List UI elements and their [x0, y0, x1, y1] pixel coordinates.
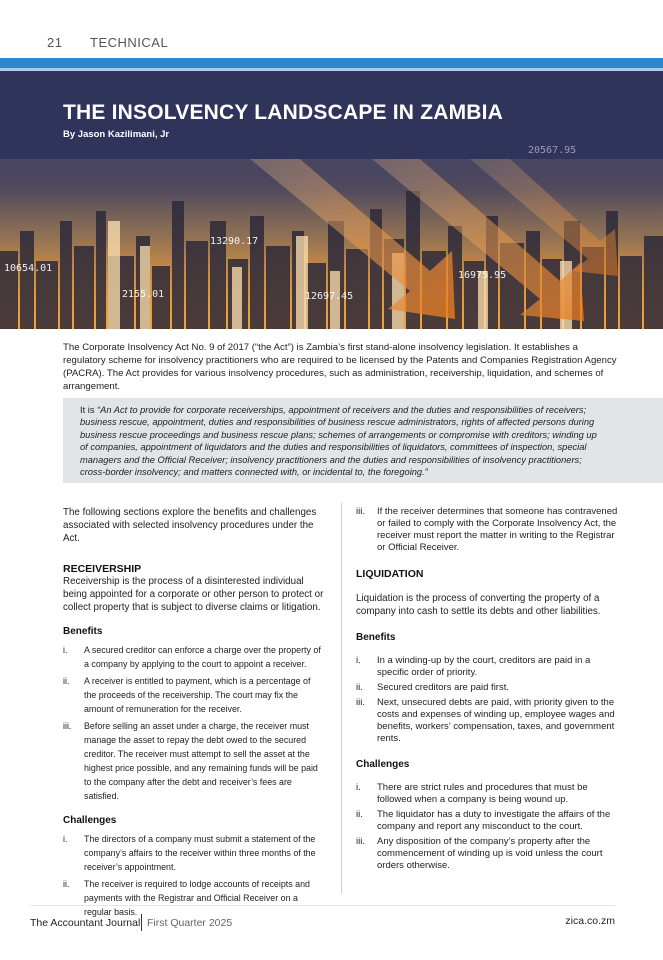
- list-number: ii.: [356, 682, 363, 693]
- ticker-value: 13290.17: [210, 236, 259, 247]
- hero-banner: [0, 71, 663, 329]
- footer-journal: The Accountant Journal: [30, 917, 141, 929]
- list-text: If the receiver determines that someone has contravened or failed to comply with the Corporate Insolvency Act, the receiver must report the matter in writing to the Registrar or Official Receiver.: [377, 506, 618, 553]
- list-text: Any disposition of the company’s property after the commencement of winding up is void unless the court orders otherwise.: [377, 836, 603, 871]
- article-title: THE INSOLVENCY LANDSCAPE IN ZAMBIA: [63, 101, 504, 124]
- list-text: There are strict rules and procedures that must be followed when a company is being wound up.: [377, 782, 588, 805]
- receivership-benefits-list: [63, 643, 325, 803]
- liquidation-challenges-list: [356, 782, 618, 872]
- list-text: The liquidator has a duty to investigate the affairs of the company and report any misconduct to the court.: [377, 809, 611, 832]
- list-item: [63, 719, 325, 803]
- ticker-value: 2155.01: [122, 289, 165, 300]
- liquidation-benefits-heading: Benefits: [356, 632, 396, 643]
- receivership-definition: Receivership is the process of a disinterested individual being appointed for a corporate or other person to protect or collect property that is subject to diverse claims or litigation.: [63, 576, 324, 613]
- list-text: Secured creditors are paid first.: [377, 682, 510, 693]
- right-column: [356, 506, 618, 872]
- list-number: ii.: [63, 879, 70, 889]
- list-text: The receiver is required to lodge accounts of receipts and payments with the Registrar and Official Receiver on a regular basis.: [84, 879, 310, 917]
- list-text: Next, unsecured debts are paid, with priority given to the costs and expenses of winding up, employee wages and benefits, workers’ compensation, taxes, and government rents.: [377, 697, 615, 744]
- list-number: i.: [63, 645, 68, 655]
- receivership-benefits-heading: Benefits: [63, 626, 103, 637]
- footer-rule: [30, 905, 615, 906]
- list-number: iii.: [356, 836, 365, 847]
- liquidation-heading: LIQUIDATION: [356, 568, 424, 580]
- column-divider: [341, 503, 342, 893]
- header-rule: [0, 58, 663, 68]
- left-column: [63, 506, 325, 919]
- list-item: [356, 682, 618, 694]
- page-header: [0, 0, 663, 58]
- list-item: [356, 782, 618, 806]
- list-number: iii.: [63, 721, 72, 731]
- ticker-value: 20567.95: [528, 145, 577, 156]
- quote-body: “An Act to provide for corporate receiverships, appointment of receivers and the duties and responsibilities of receivers; business rescue, appointment, duties and responsibilities of business rescue administrators, rights of affected persons during business rescue proceedings and business rescue plans; schemes of arrangements or compromise with creditors; winding up of companies, appointment of liquidators and the duties and responsibilities of liquidators, committees of inspection, special managers and the Official Receiver; insolvency practitioners and the duties and responsibilities of insolvency practitioners; cross-border insolvency; and matters connected with, or incidental to, the foregoing.”: [80, 405, 597, 478]
- list-text: A receiver is entitled to payment, which is a percentage of the proceeds of the receivership. The court may fix the amount of remuneration for the receiver.: [84, 676, 311, 714]
- list-item: [356, 836, 618, 872]
- article-byline: By Jason Kazilimani, Jr: [63, 129, 170, 140]
- list-number: i.: [356, 782, 361, 793]
- list-item: [356, 697, 618, 745]
- list-number: i.: [63, 834, 68, 844]
- list-text: In a winding-up by the court, creditors are paid in a specific order of priority.: [377, 655, 591, 678]
- footer-website[interactable]: zica.co.zm: [565, 915, 615, 927]
- quote-lead: It is: [80, 405, 98, 415]
- receivership-challenges-continued: [356, 506, 618, 554]
- list-text: Before selling an asset under a charge, the receiver must manage the asset to repay the debt owed to the secured creditor. The receiver must attempt to sell the asset at the highest price possible, and any remaining funds will be paid to the company after the debt and receiver’s fees are satisfied.: [84, 721, 318, 801]
- list-item: [356, 809, 618, 833]
- list-text: The directors of a company must submit a statement of the company’s affairs to the receiver within three months of the receiver’s appointment.: [84, 834, 316, 872]
- list-item: [356, 655, 618, 679]
- ticker-value: 16975.95: [458, 270, 507, 281]
- liquidation-definition: Liquidation is the process of converting the property of a company into cash to settle its debts and other liabilities.: [356, 593, 601, 617]
- list-item: [63, 832, 325, 874]
- liquidation-benefits-list: [356, 655, 618, 745]
- page-number: 21: [47, 35, 63, 50]
- section-label: TECHNICAL: [90, 35, 169, 50]
- footer-separator: [141, 914, 142, 931]
- sections-intro: The following sections explore the benefits and challenges associated with selected insolvency procedures under the Act.: [63, 507, 317, 544]
- ticker-value: 10654.01: [4, 263, 53, 274]
- list-number: iii.: [356, 697, 365, 708]
- list-number: ii.: [63, 676, 70, 686]
- receivership-challenges-heading: Challenges: [63, 815, 117, 826]
- list-text: A secured creditor can enforce a charge over the property of a company by applying to the court to appoint a receiver.: [84, 645, 321, 669]
- act-quote: [80, 404, 604, 478]
- list-number: i.: [356, 655, 361, 666]
- list-item: [63, 643, 325, 671]
- liquidation-challenges-heading: Challenges: [356, 759, 410, 770]
- intro-paragraph: The Corporate Insolvency Act No. 9 of 2017 (“the Act”) is Zambia’s first stand-alone insolvency legislation. It establishes a regulatory scheme for insolvency practitioners who are required to be licensed by the Patents and Companies Registration Agency (PACRA). The Act provides for various insolvency procedures, such as administration, receivership, liquidation, and schemes of arrangement.: [63, 342, 617, 392]
- list-number: ii.: [356, 809, 363, 820]
- receivership-heading: RECEIVERSHIP: [63, 563, 142, 575]
- list-number: iii.: [356, 506, 365, 517]
- ticker-value: 12697.45: [305, 291, 354, 302]
- list-item: [63, 674, 325, 716]
- list-item: [63, 877, 325, 919]
- footer-issue: First Quarter 2025: [147, 917, 233, 929]
- list-item: [356, 506, 618, 554]
